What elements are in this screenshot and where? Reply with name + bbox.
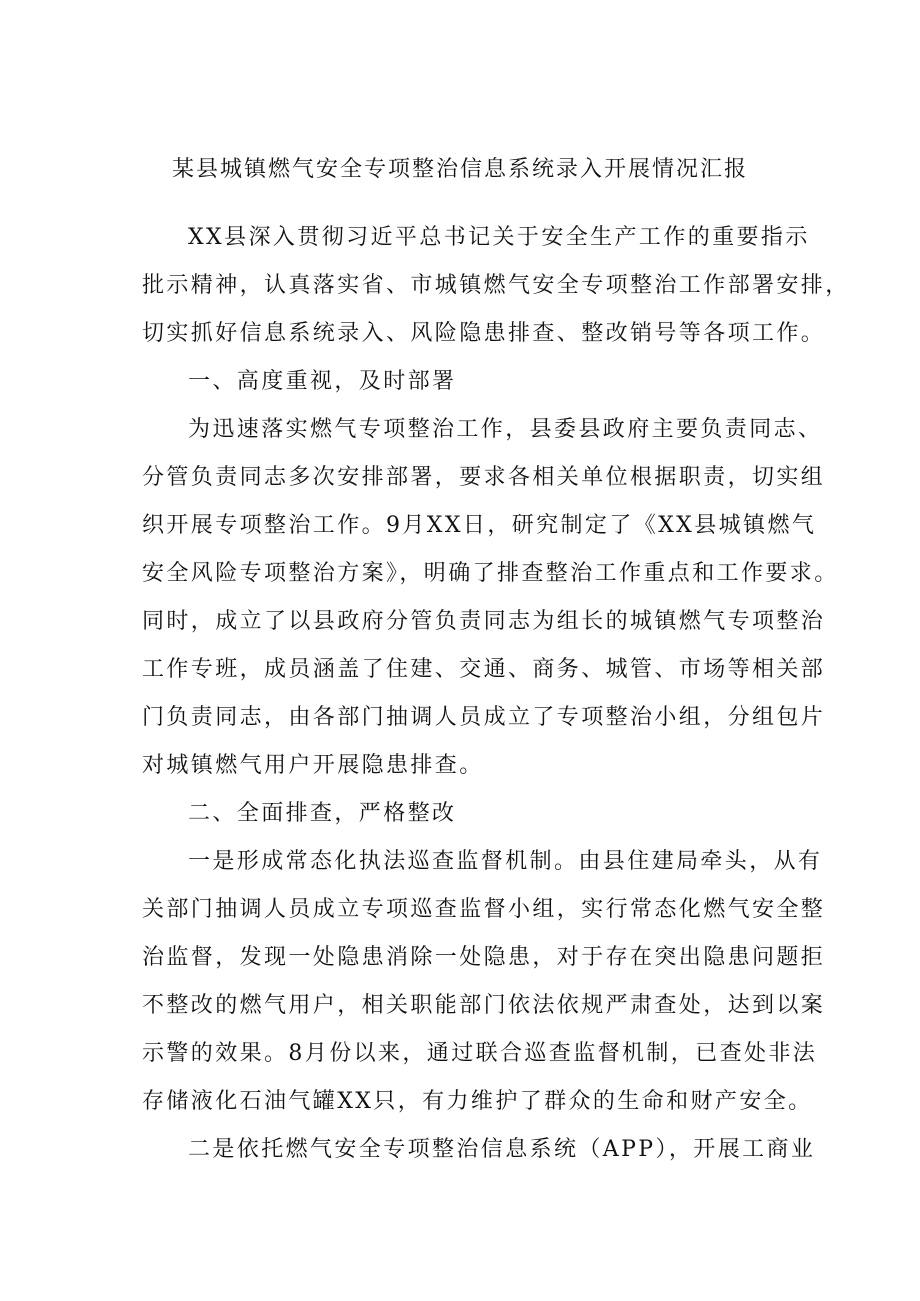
paragraph-2-line-6: 工作专班，成员涵盖了住建、交通、商务、城管、市场等相关部 (142, 657, 826, 682)
paragraph-3-line-3: 治监督，发现一处隐患消除一处隐患，对于存在突出隐患问题拒 (142, 945, 826, 970)
document-title: 某县城镇燃气安全专项整治信息系统录入开展情况汇报 (171, 157, 748, 182)
paragraph-2-line-5: 同时，成立了以县政府分管负责同志为组长的城镇燃气专项整治 (142, 609, 826, 634)
paragraph-2-line-1: 为迅速落实燃气专项整治工作，县委县政府主要负责同志、 (188, 417, 823, 442)
paragraph-1-line-1: XX县深入贯彻习近平总书记关于安全生产工作的重要指示 (188, 225, 810, 250)
section-heading-1: 一、高度重视，及时部署 (188, 369, 457, 394)
paragraph-3-line-6: 存储液化石油气罐XX只，有力维护了群众的生命和财产安全。 (142, 1089, 813, 1114)
paragraph-2-line-7: 门负责同志，由各部门抽调人员成立了专项整治小组，分组包片 (142, 705, 826, 730)
paragraph-3-line-4: 不整改的燃气用户，相关职能部门依法依规严肃查处，达到以案 (142, 993, 826, 1018)
paragraph-4-line-1: 二是依托燃气安全专项整治信息系统（APP），开展工商业 (188, 1137, 816, 1162)
paragraph-2-line-8: 对城镇燃气用户开展隐患排查。 (142, 753, 484, 778)
paragraph-3-line-2: 关部门抽调人员成立专项巡查监督小组，实行常态化燃气安全整 (142, 897, 826, 922)
paragraph-1-line-3: 切实抓好信息系统录入、风险隐患排查、整改销号等各项工作。 (142, 321, 826, 346)
paragraph-3-line-5: 示警的效果。8月份以来，通过联合巡查监督机制，已查处非法 (142, 1041, 818, 1066)
section-heading-2: 二、全面排查，严格整改 (188, 801, 457, 826)
paragraph-2-line-3: 织开展专项整治工作。9月XX日，研究制定了《XX县城镇燃气 (142, 513, 817, 538)
paragraph-3-line-1: 一是形成常态化执法巡查监督机制。由县住建局牵头，从有 (188, 849, 823, 874)
paragraph-2-line-2: 分管负责同志多次安排部署，要求各相关单位根据职责，切实组 (142, 465, 826, 490)
paragraph-2-line-4: 安全风险专项整治方案》，明确了排查整治工作重点和工作要求。 (142, 561, 839, 586)
paragraph-1-line-2: 批示精神，认真落实省、市城镇燃气安全专项整治工作部署安排， (142, 273, 850, 298)
